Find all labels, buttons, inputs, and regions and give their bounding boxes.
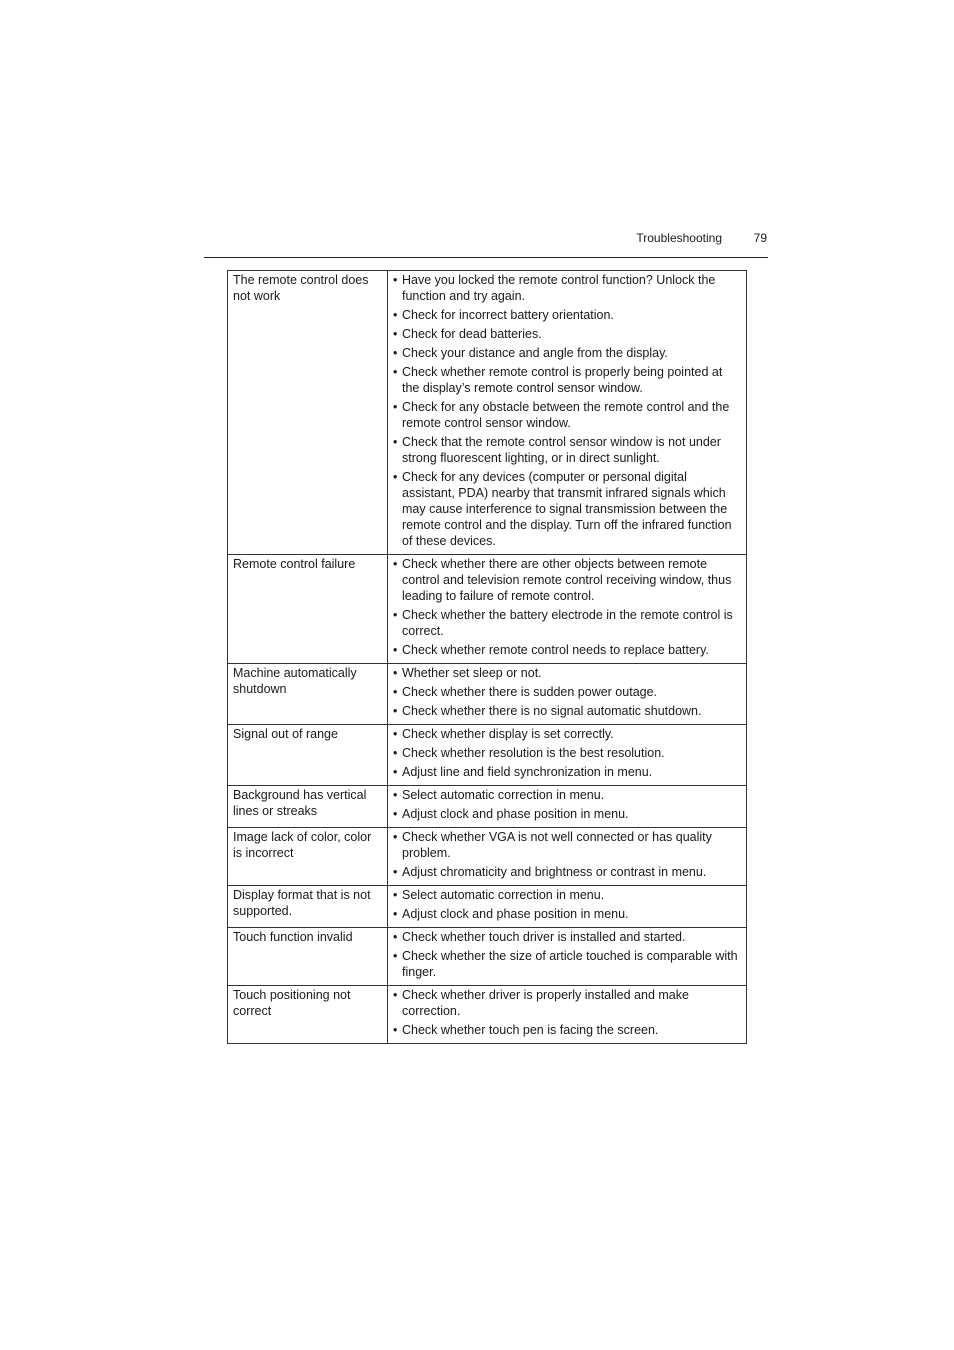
problem-cell: Signal out of range [228, 725, 388, 786]
table-row [228, 271, 747, 555]
solution-item: • Check for dead batteries. [402, 326, 741, 342]
solutions-cell [388, 271, 747, 555]
solution-item: • Select automatic correction in menu. [402, 887, 741, 903]
solution-item: • Have you locked the remote control function? Unlock the function and try again. [402, 272, 741, 304]
solutions-cell [388, 725, 747, 786]
solution-list [388, 829, 746, 885]
problem-cell: The remote control does not work [228, 271, 388, 555]
solution-list [388, 929, 746, 985]
solution-list [388, 665, 746, 724]
solutions-cell [388, 828, 747, 886]
problem-cell: Display format that is not supported. [228, 886, 388, 928]
table-row [228, 725, 747, 786]
solution-item: • Check whether remote control needs to replace battery. [402, 642, 741, 658]
solution-item: • Check your distance and angle from the display. [402, 345, 741, 361]
problem-cell: Image lack of color, color is incorrect [228, 828, 388, 886]
solution-item: • Check for incorrect battery orientation. [402, 307, 741, 323]
solution-item: • Check whether VGA is not well connected or has quality problem. [402, 829, 741, 861]
solution-item: • Adjust line and field synchronization in menu. [402, 764, 741, 780]
solution-item: • Check whether resolution is the best resolution. [402, 745, 741, 761]
solution-item: • Check for any obstacle between the remote control and the remote control sensor window. [402, 399, 741, 431]
problem-cell: Background has vertical lines or streaks [228, 786, 388, 828]
solution-list [388, 272, 746, 554]
solutions-cell [388, 986, 747, 1044]
solution-item: • Adjust clock and phase position in menu. [402, 906, 741, 922]
table-row [228, 828, 747, 886]
page-header [204, 229, 768, 258]
solution-item: • Adjust clock and phase position in menu. [402, 806, 741, 822]
solutions-cell [388, 928, 747, 986]
solution-item: • Check whether there are other objects between remote control and television remote control receiving window, thus leading to failure of remote control. [402, 556, 741, 604]
section-title: Troubleshooting [636, 231, 722, 245]
solutions-cell [388, 664, 747, 725]
solution-item: • Select automatic correction in menu. [402, 787, 741, 803]
solution-item: • Check whether display is set correctly. [402, 726, 741, 742]
solution-item: • Check whether touch pen is facing the screen. [402, 1022, 741, 1038]
table-row [228, 886, 747, 928]
problem-cell: Remote control failure [228, 555, 388, 664]
problem-cell: Machine automatically shutdown [228, 664, 388, 725]
solution-item: • Whether set sleep or not. [402, 665, 741, 681]
solution-item: • Check whether the size of article touched is comparable with finger. [402, 948, 741, 980]
solution-list [388, 556, 746, 663]
table-body [228, 271, 747, 1044]
problem-cell: Touch function invalid [228, 928, 388, 986]
page-number: 79 [753, 231, 767, 245]
solution-list [388, 787, 746, 827]
solution-item: • Check for any devices (computer or personal digital assistant, PDA) nearby that transmit infrared signals which may cause interference to signal transmission between the remote control and the display. Turn off the infrared function of these devices. [402, 469, 741, 549]
solutions-cell [388, 786, 747, 828]
solution-list [388, 726, 746, 785]
solutions-cell [388, 555, 747, 664]
table-row [228, 664, 747, 725]
solutions-cell [388, 886, 747, 928]
solution-item: • Check whether remote control is properly being pointed at the display’s remote control sensor window. [402, 364, 741, 396]
table-row [228, 928, 747, 986]
solution-item: • Check whether the battery electrode in the remote control is correct. [402, 607, 741, 639]
solution-list [388, 887, 746, 927]
table-row [228, 986, 747, 1044]
solution-item: • Adjust chromaticity and brightness or contrast in menu. [402, 864, 741, 880]
solution-item: • Check whether driver is properly installed and make correction. [402, 987, 741, 1019]
solution-list [388, 987, 746, 1043]
solution-item: • Check whether there is sudden power outage. [402, 684, 741, 700]
solution-item: • Check whether touch driver is installed and started. [402, 929, 741, 945]
troubleshooting-table [227, 270, 747, 1044]
solution-item: • Check that the remote control sensor window is not under strong fluorescent lighting, or in direct sunlight. [402, 434, 741, 466]
table-row [228, 786, 747, 828]
solution-item: • Check whether there is no signal automatic shutdown. [402, 703, 741, 719]
table-row [228, 555, 747, 664]
problem-cell: Touch positioning not correct [228, 986, 388, 1044]
